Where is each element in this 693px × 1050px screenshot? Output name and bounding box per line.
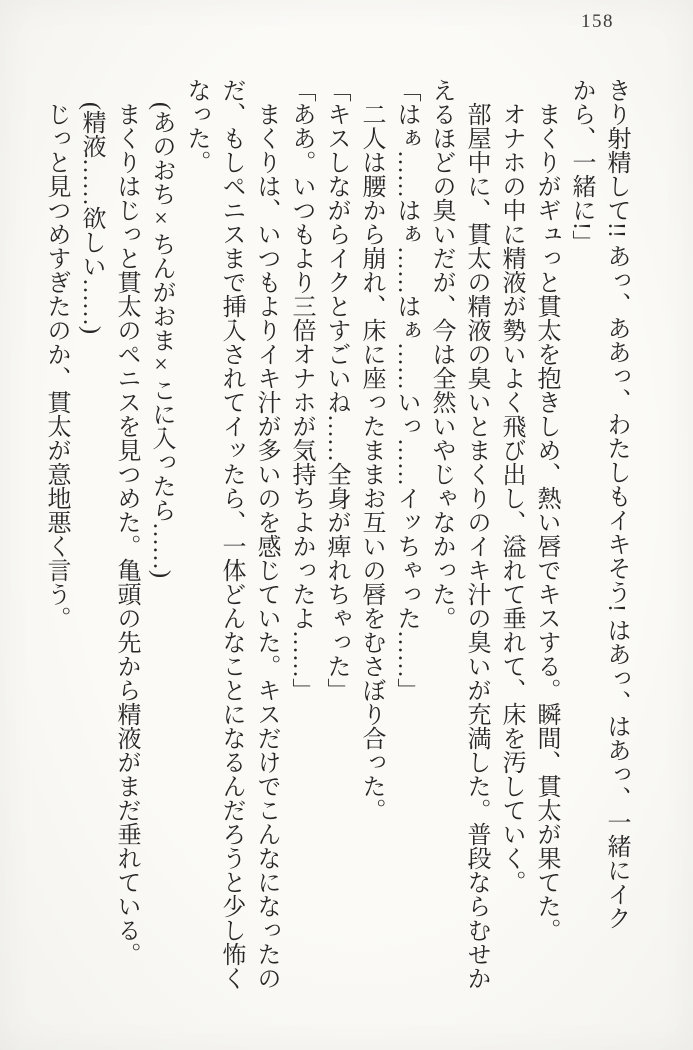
text-line: 「ああ。いつもより三倍オナホが気持ちよかったよ……」 xyxy=(288,78,314,702)
vertical-text-block xyxy=(38,78,633,1018)
text-line: まくりは、いつもよりイキ汁が多いのを感じていた。キスだけでこんなになったの xyxy=(253,102,279,990)
text-line: だ、もしペニスまで挿入されてイッたら、一体どんなことになるんだろうと少し怖く xyxy=(218,78,244,990)
text-line: (精液……欲しい……) xyxy=(78,102,104,334)
text-line: まくりがギュっと貫太を抱きしめ、熱い唇でキスする。瞬間、貫太が果てた。 xyxy=(533,102,559,942)
text-line: えるほどの臭いだが、今は全然いやじゃなかった。 xyxy=(428,78,454,630)
text-line: なった。 xyxy=(183,78,209,174)
text-line: 二人は腰から崩れ、床に座ったままお互いの唇をむさぼり合った。 xyxy=(358,102,384,822)
text-line: オナホの中に精液が勢いよく飛び出し、溢れて垂れて、床を汚していく。 xyxy=(498,102,524,894)
text-line: 「キスしながらイクとすごいね……全身が痺れちゃった」 xyxy=(323,78,349,702)
text-line: じっと見つめすぎたのか、貫太が意地悪く言う。 xyxy=(43,102,69,630)
text-line: 「はぁ……はぁ……はぁ……いっ……イッちゃった……」 xyxy=(393,78,419,702)
text-line: 部屋中に、貫太の精液の臭いとまくりのイキ汁の臭いが充満した。普段ならむせか xyxy=(463,102,489,990)
page-number: 158 xyxy=(581,11,614,32)
text-line: きり射精して!! あっ、ああっ、わたしもイキそう! はあっ、はあっ、一緒にイク xyxy=(603,78,629,930)
text-line: まくりはじっと貫太のペニスを見つめた。亀頭の先から精液がまだ垂れている。 xyxy=(113,102,139,966)
text-line: (あのおち×ちんがおま×こに入ったら……) xyxy=(148,102,174,578)
text-line: から、一緒に!」 xyxy=(568,78,594,254)
